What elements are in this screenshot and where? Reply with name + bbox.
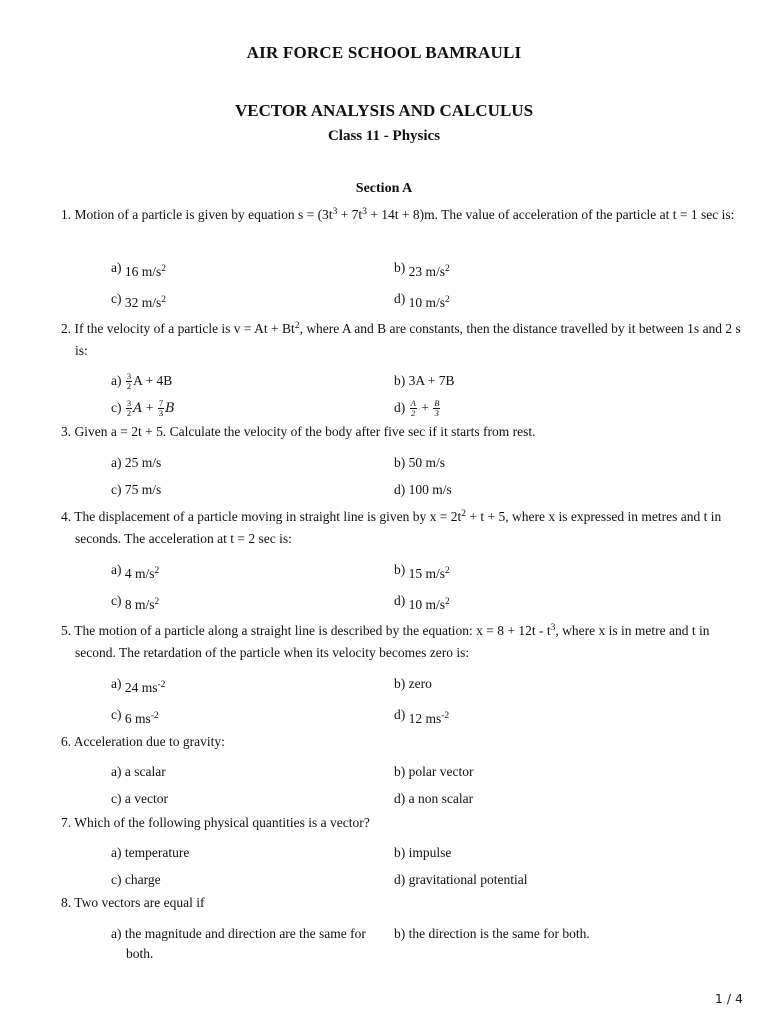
superscript: 2: [294, 321, 300, 331]
option-7c: c) charge: [111, 872, 161, 887]
option-2c: c) $\frac{3}{2}$ A + $\frac{7}{3}$ B: [111, 398, 175, 418]
school-name: AIR FORCE SCHOOL BAMRAULI: [246, 43, 522, 62]
question-text: , where x is in metre and t in second. The retardation of the particle when its velocity becomes zero is:: [75, 623, 710, 660]
option-4d: d) 10 $m/s^2$: [394, 593, 450, 612]
option-2d: d) $\frac{A}{2}$ + $\frac{B}{3}$: [394, 398, 440, 418]
fraction: $\frac{3}{2}$: [126, 371, 132, 391]
option-6c: c) a vector: [111, 791, 168, 806]
option-8b: b) the direction is the same for both.: [394, 926, 590, 941]
option-2b: b) 3A + 7B: [394, 373, 455, 388]
option-7b: b) impulse: [394, 845, 452, 860]
question-3: [61, 421, 751, 443]
option-6a: a) a scalar: [111, 764, 166, 779]
superscript: 3: [332, 207, 338, 217]
fraction: $\frac{B}{3}$: [434, 398, 440, 418]
question-text: Which of the following physical quantities is a vector?: [74, 815, 370, 830]
option-7d: d) gravitational potential: [394, 872, 528, 887]
document-title: VECTOR ANALYSIS AND CALCULUS: [234, 101, 534, 120]
question-text: The displacement of a particle moving in straight line is given by x = 2t: [74, 509, 462, 524]
option-1a: a) 16 $m/s^2$: [111, 260, 167, 279]
option-5a: a) 24 $ms^{-2}$: [111, 676, 166, 695]
option-7a: a) temperature: [111, 845, 190, 860]
option-5b: b) zero: [394, 676, 432, 691]
question-6: [61, 731, 751, 753]
question-text: , where A and B are constants, then the distance travelled by it between 1s and 2 s is:: [75, 321, 741, 358]
option-1c: c) 32 $m/s^2$: [111, 291, 167, 310]
document-subtitle: Class 11 - Physics: [327, 128, 441, 144]
option-4b: b) 15 $m/s^2$: [394, 562, 450, 581]
question-number: 6.: [61, 734, 72, 749]
question-text: If the velocity of a particle is v = At + Bt: [74, 321, 295, 336]
option-8a: a) the magnitude and direction are the same for both.: [111, 926, 366, 961]
option-5c: c) 6 $ms^{-2}$: [111, 707, 159, 726]
fraction: $\frac{A}{2}$: [410, 398, 416, 418]
option-1d: d) 10 $m/s^2$: [394, 291, 450, 310]
page-number: 1 / 4: [714, 991, 743, 1006]
question-text: Motion of a particle is given by equation s = (3t: [74, 207, 333, 222]
option-3c: c) 75 m/s: [111, 482, 162, 497]
question-text: The motion of a particle along a straight line is described by the equation: x = 8 + 12t - t: [74, 623, 551, 638]
question-number: 3.: [61, 424, 72, 439]
fraction: $\frac{7}{3}$: [158, 398, 164, 418]
question-number: 4.: [61, 509, 72, 524]
question-text: Acceleration due to gravity:: [73, 734, 225, 749]
option-1b: b) 23 $m/s^2$: [394, 260, 450, 279]
option-4a: a) 4 $m/s^2$: [111, 562, 160, 581]
superscript: 3: [550, 623, 556, 633]
superscript: 2: [461, 509, 467, 519]
question-5: [61, 620, 751, 664]
question-7: [61, 812, 751, 834]
question-number: 2.: [61, 321, 72, 336]
option-6b: b) polar vector: [394, 764, 474, 779]
option-5d: d) 12 $ms^{-2}$: [394, 707, 450, 726]
question-text: Given a = 2t + 5. Calculate the velocity of the body after five sec if it starts from rest.: [74, 424, 536, 439]
question-text: + t + 5, where x is expressed in metres and t in seconds. The acceleration at t = 2 sec is:: [75, 509, 722, 546]
option-2a: a) $\frac{3}{2}$ A + 4B: [111, 371, 173, 391]
question-1: [61, 204, 751, 226]
question-number: 5.: [61, 623, 72, 638]
option-3a: a) 25 m/s: [111, 455, 162, 470]
question-2: [61, 318, 751, 362]
question-text: + 7t: [337, 207, 363, 222]
question-number: 7.: [61, 815, 72, 830]
superscript: 3: [362, 207, 367, 217]
option-3b: b) 50 m/s: [394, 455, 446, 470]
question-text: + 14t + 8)m. The value of acceleration of the particle at t = 1 sec is:: [366, 207, 735, 222]
section-heading: Section A: [355, 181, 413, 196]
option-6d: d) a non scalar: [394, 791, 474, 806]
question-8: [61, 892, 751, 914]
question-4: [61, 506, 751, 550]
question-number: 1.: [61, 207, 72, 222]
question-number: 8.: [61, 895, 72, 910]
option-4c: c) 8 $m/s^2$: [111, 593, 160, 612]
option-3d: d) 100 m/s: [394, 482, 452, 497]
fraction: $\frac{3}{2}$: [126, 398, 132, 418]
question-text: Two vectors are equal if: [74, 895, 205, 910]
